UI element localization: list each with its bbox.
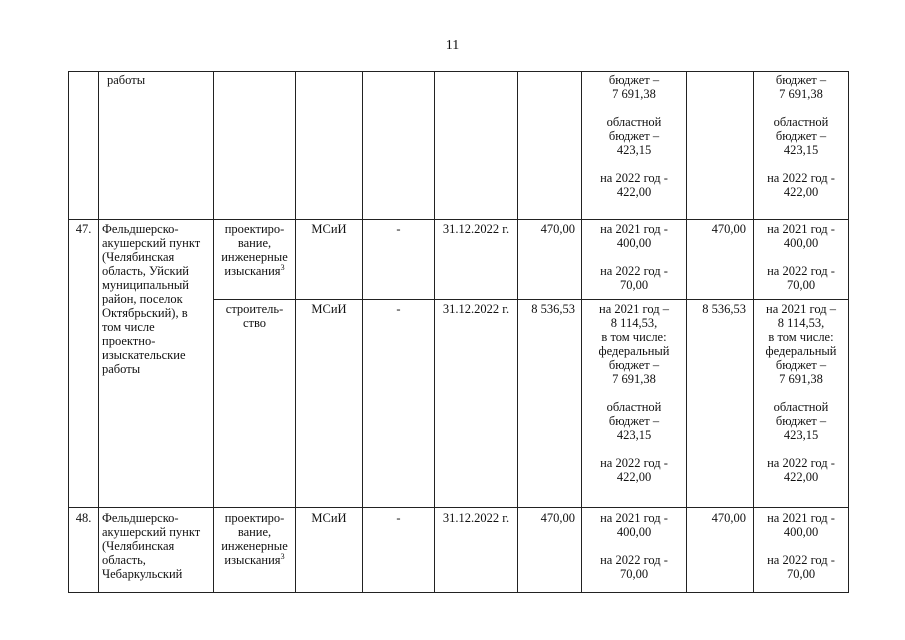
responsible-org: МСиИ bbox=[311, 222, 347, 236]
page-number: 11 bbox=[445, 38, 460, 53]
cost-value-2: 8 536,53 bbox=[702, 302, 746, 316]
cost-value: 470,00 bbox=[540, 511, 575, 525]
row-number: 48. bbox=[75, 511, 92, 525]
responsible-org: МСиИ bbox=[311, 302, 347, 316]
dash-cell: - bbox=[396, 222, 401, 236]
responsible-org: МСиИ bbox=[311, 511, 347, 525]
footnote-mark: 3 bbox=[280, 262, 285, 272]
financing: на 2021 год - 400,00 на 2022 год - 70,00 bbox=[600, 222, 668, 292]
deadline-date: 31.12.2022 г. bbox=[442, 222, 510, 236]
financing: на 2021 год - 400,00 на 2022 год - 70,00 bbox=[600, 511, 668, 581]
financing-2: на 2021 год - 400,00 на 2022 год - 70,00 bbox=[767, 222, 835, 292]
financing-cont-2: бюджет – 7 691,38 областной бюджет – 423,15 на 2022 год - 422,00 bbox=[767, 73, 835, 199]
deadline-date: 31.12.2022 г. bbox=[442, 511, 510, 525]
deadline-date: 31.12.2022 г. bbox=[442, 302, 510, 316]
dash-cell: - bbox=[396, 302, 401, 316]
table-border-top bbox=[68, 71, 849, 72]
financing-2: на 2021 год – 8 114,53, в том числе: федеральный бюджет – 7 691,38 областной бюджет – 423,15 на 2022 год - 422,00 bbox=[765, 302, 837, 484]
cost-value: 8 536,53 bbox=[531, 302, 575, 316]
table-border-bottom bbox=[68, 592, 849, 593]
cost-value-2: 470,00 bbox=[711, 222, 746, 236]
object-name: Фельдшерско- акушерский пункт (Челябинская область, Чебаркульский bbox=[102, 511, 201, 581]
project-table bbox=[68, 71, 849, 593]
subrow-divider bbox=[213, 299, 849, 300]
dash-cell: - bbox=[396, 511, 401, 525]
footnote-mark: 3 bbox=[280, 551, 285, 561]
object-name: Фельдшерско- акушерский пункт (Челябинская область, Уйский муниципальный район, поселок Октябрьский), в том числе проектно- изыскательские работы bbox=[102, 222, 201, 376]
financing-2: на 2021 год - 400,00 на 2022 год - 70,00 bbox=[767, 511, 835, 581]
financing: на 2021 год – 8 114,53, в том числе: федеральный бюджет – 7 691,38 областной бюджет – 423,15 на 2022 год - 422,00 bbox=[598, 302, 670, 484]
object-name-cont: работы bbox=[107, 73, 146, 87]
financing-cont: бюджет – 7 691,38 областной бюджет – 423,15 на 2022 год - 422,00 bbox=[600, 73, 668, 199]
row-divider bbox=[68, 507, 849, 508]
work-stage-text: проектиро- вание, инженерные изыскания bbox=[221, 511, 288, 567]
work-stage: строитель- ство bbox=[225, 302, 284, 330]
work-stage-text: проектиро- вание, инженерные изыскания bbox=[221, 222, 288, 278]
work-stage bbox=[214, 222, 295, 278]
work-stage bbox=[214, 511, 295, 567]
col-divider bbox=[98, 71, 99, 593]
row-divider bbox=[68, 219, 849, 220]
cost-value: 470,00 bbox=[540, 222, 575, 236]
table-border-right bbox=[848, 71, 849, 593]
row-number: 47. bbox=[75, 222, 92, 236]
cost-value-2: 470,00 bbox=[711, 511, 746, 525]
